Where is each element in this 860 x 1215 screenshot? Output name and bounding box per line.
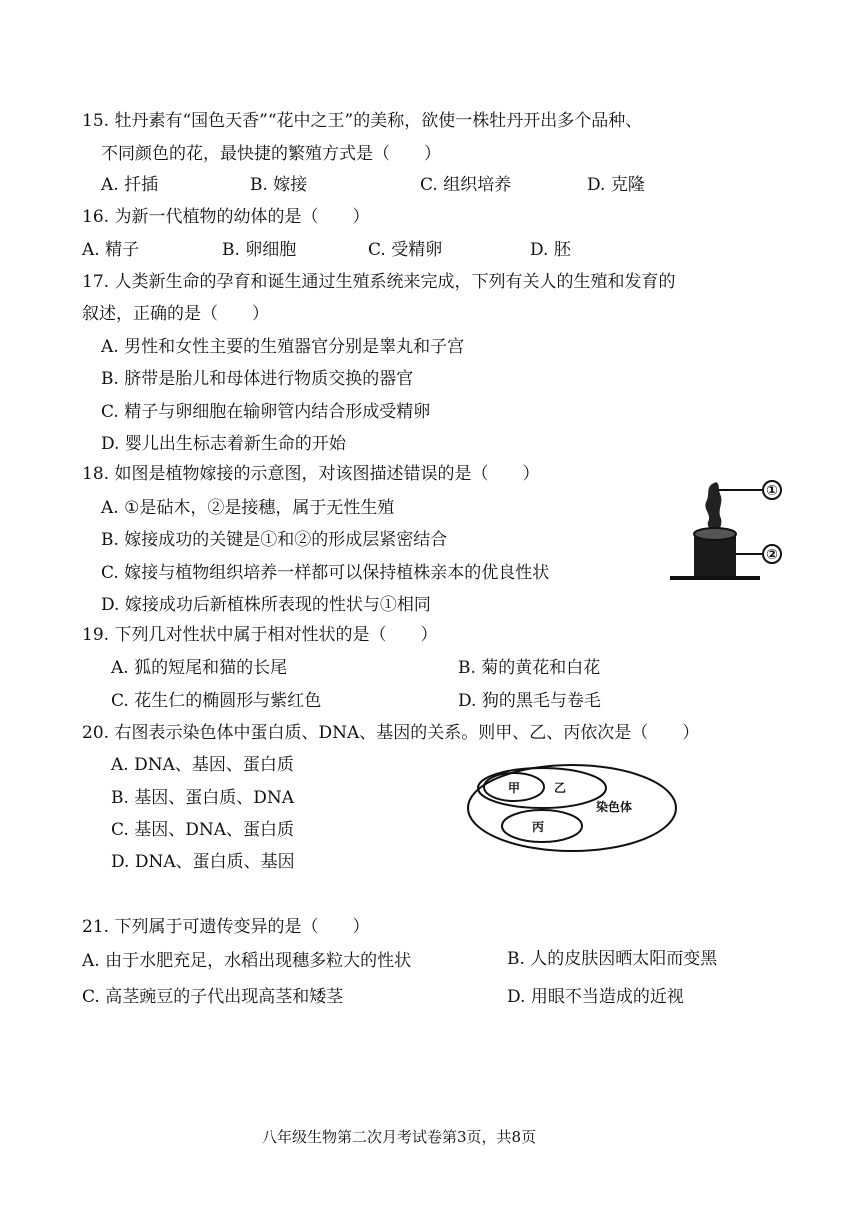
q18-option-c: C. 嫁接与植物组织培养一样都可以保持植株亲本的优良性状 (101, 563, 550, 583)
chromosome-label: 染色体 (595, 800, 633, 814)
jia-label: 甲 (507, 781, 521, 795)
q20-option-a: A. DNA、基因、蛋白质 (111, 755, 294, 775)
q18-option-b: B. 嫁接成功的关键是①和②的形成层紧密结合 (101, 530, 448, 550)
q21-option-c: C. 高茎豌豆的子代出现高茎和矮茎 (82, 987, 344, 1007)
q18-stem: 18. 如图是植物嫁接的示意图，对该图描述错误的是（ ） (82, 464, 540, 484)
q17-stem-line2: 叙述，正确的是（ ） (82, 304, 269, 324)
q19-option-c: C. 花生仁的椭圆形与紫红色 (111, 691, 322, 711)
q17-stem-line1: 17. 人类新生命的孕育和诞生通过生殖系统来完成，下列有关人的生殖和发育的 (82, 272, 676, 292)
page-footer: 八年级生物第二次月考试卷第3页，共8页 (262, 1128, 537, 1146)
q16-option-b: B. 卵细胞 (222, 240, 297, 260)
q18-option-a: A. ①是砧木，②是接穗，属于无性生殖 (101, 498, 395, 518)
chromosome-ellipse (468, 765, 676, 851)
q16-option-c: C. 受精卵 (368, 240, 443, 260)
q17-option-d: D. 婴儿出生标志着新生命的开始 (101, 434, 346, 454)
yi-label: 乙 (553, 781, 567, 795)
q21-option-d: D. 用眼不当造成的近视 (507, 987, 684, 1007)
q18-option-d: D. 嫁接成功后新植株所表现的性状与①相同 (101, 595, 431, 615)
figure-label-2: ② (766, 547, 778, 563)
q16-option-d: D. 胚 (530, 240, 571, 260)
q19-option-b: B. 菊的黄花和白花 (458, 658, 601, 678)
q20-stem: 20. 右图表示染色体中蛋白质、DNA、基因的关系。则甲、乙、丙依次是（ ） (82, 723, 700, 743)
q15-option-a: A. 扦插 (101, 175, 159, 195)
stock-top (694, 528, 736, 540)
q16-stem: 16. 为新一代植物的幼体的是（ ） (82, 207, 370, 227)
q17-option-c: C. 精子与卵细胞在输卵管内结合形成受精卵 (101, 402, 431, 422)
q21-option-a: A. 由于水肥充足，水稻出现穗多粒大的性状 (82, 951, 412, 971)
q21-stem: 21. 下列属于可遗传变异的是（ ） (82, 917, 370, 937)
ground-line (670, 576, 760, 580)
q19-stem: 19. 下列几对性状中属于相对性状的是（ ） (82, 625, 438, 645)
q19-option-d: D. 狗的黑毛与卷毛 (458, 691, 601, 711)
q17-option-b: B. 脐带是胎儿和母体进行物质交换的器官 (101, 369, 414, 389)
q15-option-c: C. 组织培养 (420, 175, 512, 195)
figure-label-1: ① (766, 483, 778, 499)
q20-option-b: B. 基因、蛋白质、DNA (111, 788, 295, 808)
q15-stem-line1: 15. 牡丹素有“国色天香”“花中之王”的美称，欲使一株牡丹开出多个品种、 (82, 111, 643, 131)
chromosome-diagram (462, 760, 682, 856)
q19-option-a: A. 狐的短尾和猫的长尾 (111, 658, 288, 678)
q15-option-b: B. 嫁接 (250, 175, 308, 195)
q21-option-b: B. 人的皮肤因晒太阳而变黑 (507, 949, 718, 969)
q15-stem-line2: 不同颜色的花，最快捷的繁殖方式是（ ） (101, 144, 441, 164)
q15-option-d: D. 克隆 (587, 175, 645, 195)
q20-option-d: D. DNA、蛋白质、基因 (111, 852, 295, 872)
grafting-figure (660, 472, 790, 587)
q20-option-c: C. 基因、DNA、蛋白质 (111, 820, 294, 840)
q17-option-a: A. 男性和女性主要的生殖器官分别是睾丸和子宫 (101, 337, 465, 357)
q16-option-a: A. 精子 (82, 240, 140, 260)
bing-label: 丙 (531, 820, 545, 834)
yi-ellipse (478, 768, 606, 808)
